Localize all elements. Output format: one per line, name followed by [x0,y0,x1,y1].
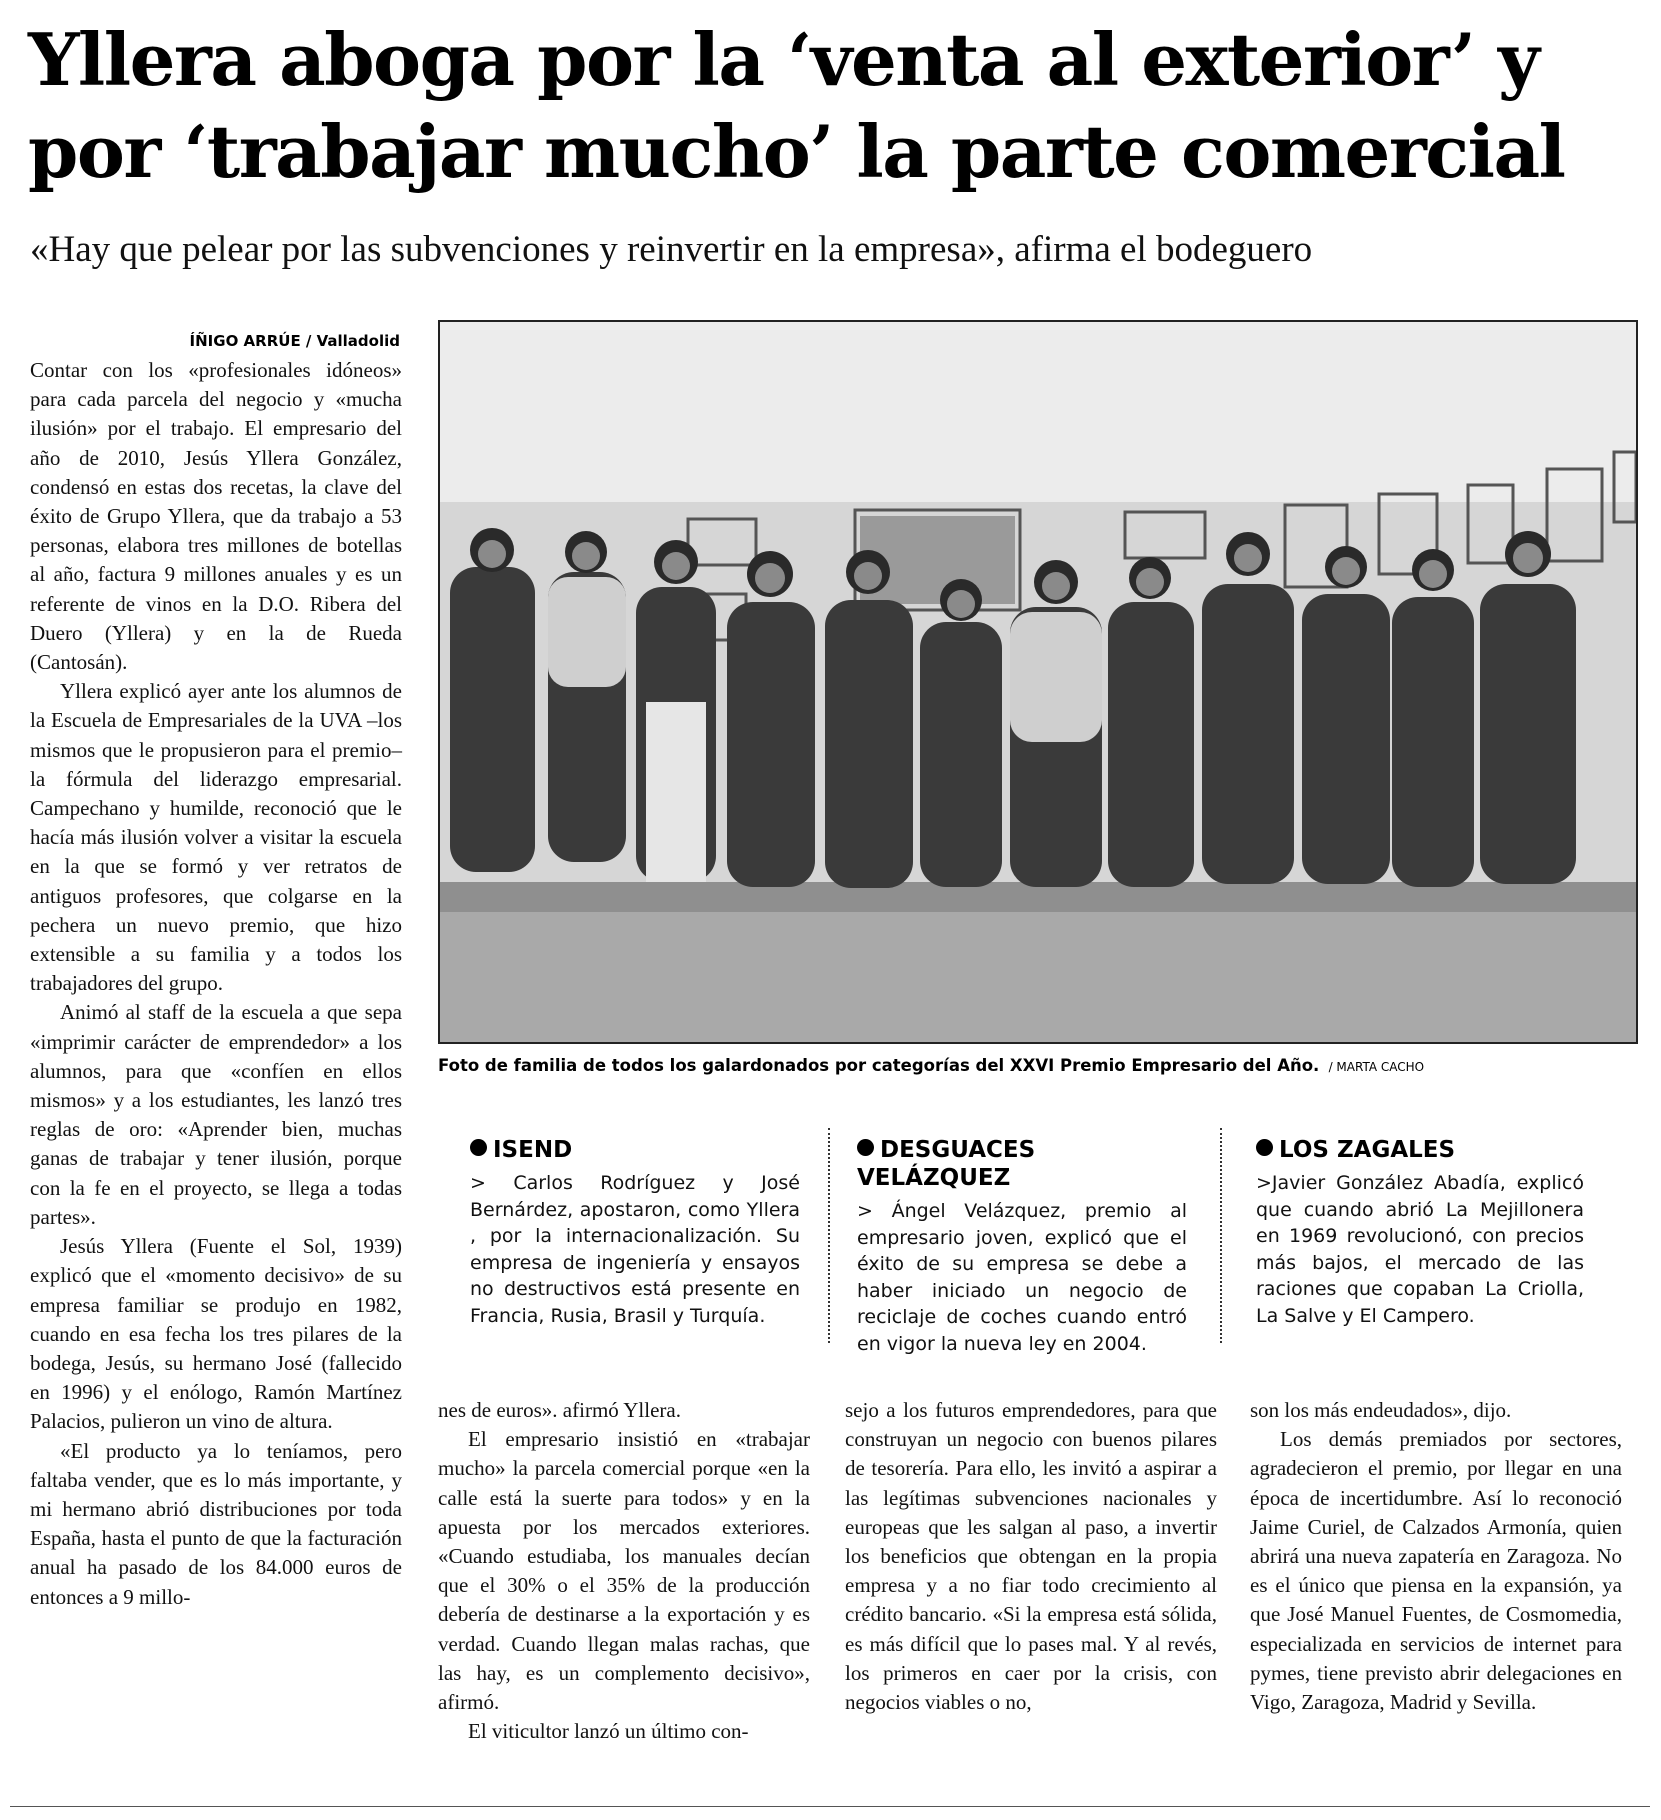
article-column-2 [438,1396,810,1746]
box-text: > Carlos Rodríguez y José Bernárdez, apostaron, como Yllera , por la internacionalización. Su empresa de ingeniería y ensayos no destructivos está presente en Francia, Rusia, Brasil y Turquía. [470,1172,800,1327]
paragraph: Los demás premiados por sectores, agradecieron el premio, por llegar en una época de incertidumbre. Así lo reconoció Jaime Curiel, de Calzados Armonía, quien abrirá una nueva zapatería en Zaragoza. No es el único que piensa en la expansión, ya que José Manuel Fuentes, de Cosmomedia, especializada en servicios de internet para pymes, tiene previsto abrir delegaciones en Vigo, Zaragoza, Madrid y Sevilla. [1250,1427,1622,1715]
headline-line-2: por ‘trabajar mucho’ la parte comercial [28,109,1565,194]
headline [28,14,1638,198]
photo-caption [438,1056,1638,1075]
article-column-4 [1250,1396,1622,1717]
group-photo [438,320,1638,1044]
paragraph: nes de euros». afirmó Yllera. [438,1398,681,1422]
box-title: DESGUACES VELÁZQUEZ [857,1137,1036,1191]
group-photo-illustration [440,322,1636,1042]
box-title: ISEND [470,1136,800,1164]
bullet-icon [470,1139,487,1156]
column-divider [828,1128,830,1343]
box-text: > Ángel Velázquez, premio al empresario joven, explicó que el éxito de su empresa se debe a haber iniciado un negocio de reciclaje de coches cuando entró en vigor la nueva ley en 2004. [857,1200,1187,1355]
paragraph: sejo a los futuros emprendedores, para que construyan un negocio con buenos pilares de tesorería. Para ello, les invitó a aspirar a las legítimas subvenciones nacionales y europeas que les salgan al paso, a invertir los beneficios que obtengan en la propia empresa y a no fiar todo crecimiento al crédito bancario. «Si la empresa está sólida, es más difícil que lo pases mal. Y al revés, los primeros en caer por la crisis, con negocios viables o no, [845,1398,1217,1715]
paragraph: son los más endeudados», dijo. [1250,1398,1512,1422]
paragraph: El empresario insistió en «trabajar mucho» la parcela comercial porque «en la calle está la suerte para todos» y en la apuesta por los mercados exteriores. «Cuando estudiaba, los manuales decían que el 30% o el 35% de la producción debería de destinarse a la exportación y es verdad. Cuando llegan malas rachas, que las hay, es un complemento decisivo», afirmó. [438,1427,810,1715]
box-text: >Javier González Abadía, explicó que cuando abrió La Mejillonera en 1969 revolucionó, con precios más bajos, el mercado de las raciones que copaban La Criolla, La Salve y El Campero. [1256,1172,1584,1327]
bottom-rule [10,1806,1650,1807]
caption-text: Foto de familia de todos los galardonados por categorías del XXVI Premio Empresario del Año. [438,1056,1320,1075]
paragraph: Contar con los «profesionales idóneos» para cada parcela del negocio y «mucha ilusión» por el trabajo. El empresario del año de 2010, Jesús Yllera González, condensó en estas dos recetas, la clave del éxito de Grupo Yllera, que da trabajo a 53 personas, elabora tres millones de botellas al año, factura 9 millones anuales y es un referente de vinos en la D.O. Ribera del Duero (Yllera) y en la de Rueda (Cantosán). [30,358,402,675]
paragraph: Animó al staff de la escuela a que sepa «imprimir carácter de emprendedor» a los alumnos, para que «confíen en ellos mismos» y a los estudiantes, les lanzó tres reglas de oro: «Aprender bien, muchas ganas de trabajar y tener ilusión, porque con la fe en el proyecto, se llega a todas partes». [30,1000,402,1229]
byline: ÍÑIGO ARRÚE / Valladolid [189,332,400,350]
sidebar-box-desguaces [857,1136,1187,1355]
bullet-icon [857,1139,874,1156]
bullet-icon [1256,1139,1273,1156]
column-divider [1220,1128,1222,1343]
subheadline: «Hay que pelear por las subvenciones y reinvertir en la empresa», afirma el bodeguero [30,229,1313,270]
paragraph: Yllera explicó ayer ante los alumnos de la Escuela de Empresariales de la UVA –los mismos que le propusieron para el premio– la fórmula del liderazgo empresarial. Campechano y humilde, reconoció que le hacía más ilusión volver a visitar la escuela en la que se formó y ver retratos de antiguos profesores, que colgarse en la pechera un nuevo premio, que hizo extensible a su familia y a todos los trabajadores del grupo. [30,679,402,996]
paragraph: Jesús Yllera (Fuente el Sol, 1939) explicó que el «momento decisivo» de su empresa familiar se produjo en 1982, cuando en esa fecha los tres pilares de la bodega, Jesús, su hermano José (fallecido en 1996) y el enólogo, Ramón Martínez Palacios, pulieron un vino de altura. [30,1234,402,1434]
paragraph: «El producto ya lo teníamos, pero faltaba vender, que es lo más importante, y mi hermano abrió distribuciones por toda España, hasta el punto de que la facturación anual ha pasado de los 84.000 euros de entonces a 9 millo- [30,1438,402,1609]
sidebar-box-isend [470,1136,800,1346]
sidebar-box-los-zagales [1256,1136,1584,1346]
article-column-3 [845,1396,1217,1717]
article-column-1 [30,356,402,1612]
paragraph: El viticultor lanzó un último con- [468,1719,749,1744]
photo-credit: / MARTA CACHO [1328,1060,1425,1074]
headline-line-1: Yllera aboga por la ‘venta al exterior’ y [28,17,1539,102]
box-title: LOS ZAGALES [1256,1136,1584,1164]
